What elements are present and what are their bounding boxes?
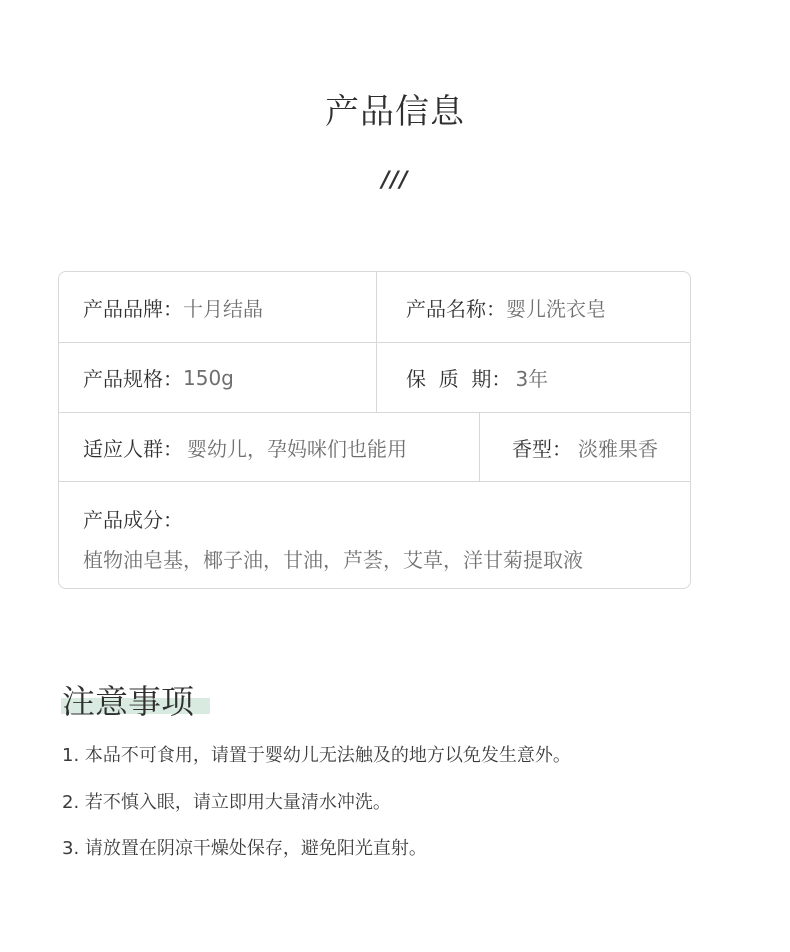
spec-label: 产品规格：	[83, 367, 183, 391]
product-info-title: 产品信息	[325, 92, 465, 132]
scent-label: 香型：	[512, 436, 572, 461]
note-item: 1. 本品不可食用，请置于婴幼儿无法触及的地方以免发生意外。	[62, 745, 571, 766]
scent-cell	[512, 413, 690, 481]
table-row	[59, 272, 690, 343]
note-item: 2. 若不慎入眼，请立即用大量清水冲洗。	[62, 792, 391, 813]
scent-value: 淡雅果香	[578, 436, 658, 461]
spec-value: 150g	[183, 365, 234, 390]
shelf-life-value: 3年	[515, 367, 549, 391]
name-label: 产品名称：	[406, 296, 506, 321]
column-divider	[479, 413, 480, 481]
brand-value: 十月结晶	[183, 296, 263, 321]
audience-cell	[83, 413, 478, 481]
audience-label: 适应人群：	[83, 436, 183, 461]
notes-title: 注意事项	[62, 682, 194, 721]
ingredients-value: 植物油皂基，椰子油，甘油，芦荟，艾草，洋甘菊提取液	[83, 548, 583, 572]
name-value: 婴儿洗衣皂	[506, 296, 606, 321]
product-info-table	[58, 271, 691, 589]
table-row	[59, 343, 690, 413]
table-row	[59, 482, 690, 589]
brand-cell	[83, 272, 373, 342]
note-item: 3. 请放置在阴凉干燥处保存，避免阳光直射。	[62, 838, 427, 859]
shelf-life-label: 保 质 期：	[406, 367, 512, 391]
spec-cell	[83, 343, 373, 412]
shelf-life-cell	[406, 343, 686, 412]
name-cell	[406, 272, 686, 342]
brand-label: 产品品牌：	[83, 296, 183, 321]
ingredients-label: 产品成分：	[83, 508, 183, 532]
column-divider	[376, 272, 377, 342]
table-row	[59, 413, 690, 482]
column-divider	[376, 343, 377, 412]
title-decoration: ///	[381, 168, 409, 193]
audience-value: 婴幼儿，孕妈咪们也能用	[187, 436, 407, 461]
